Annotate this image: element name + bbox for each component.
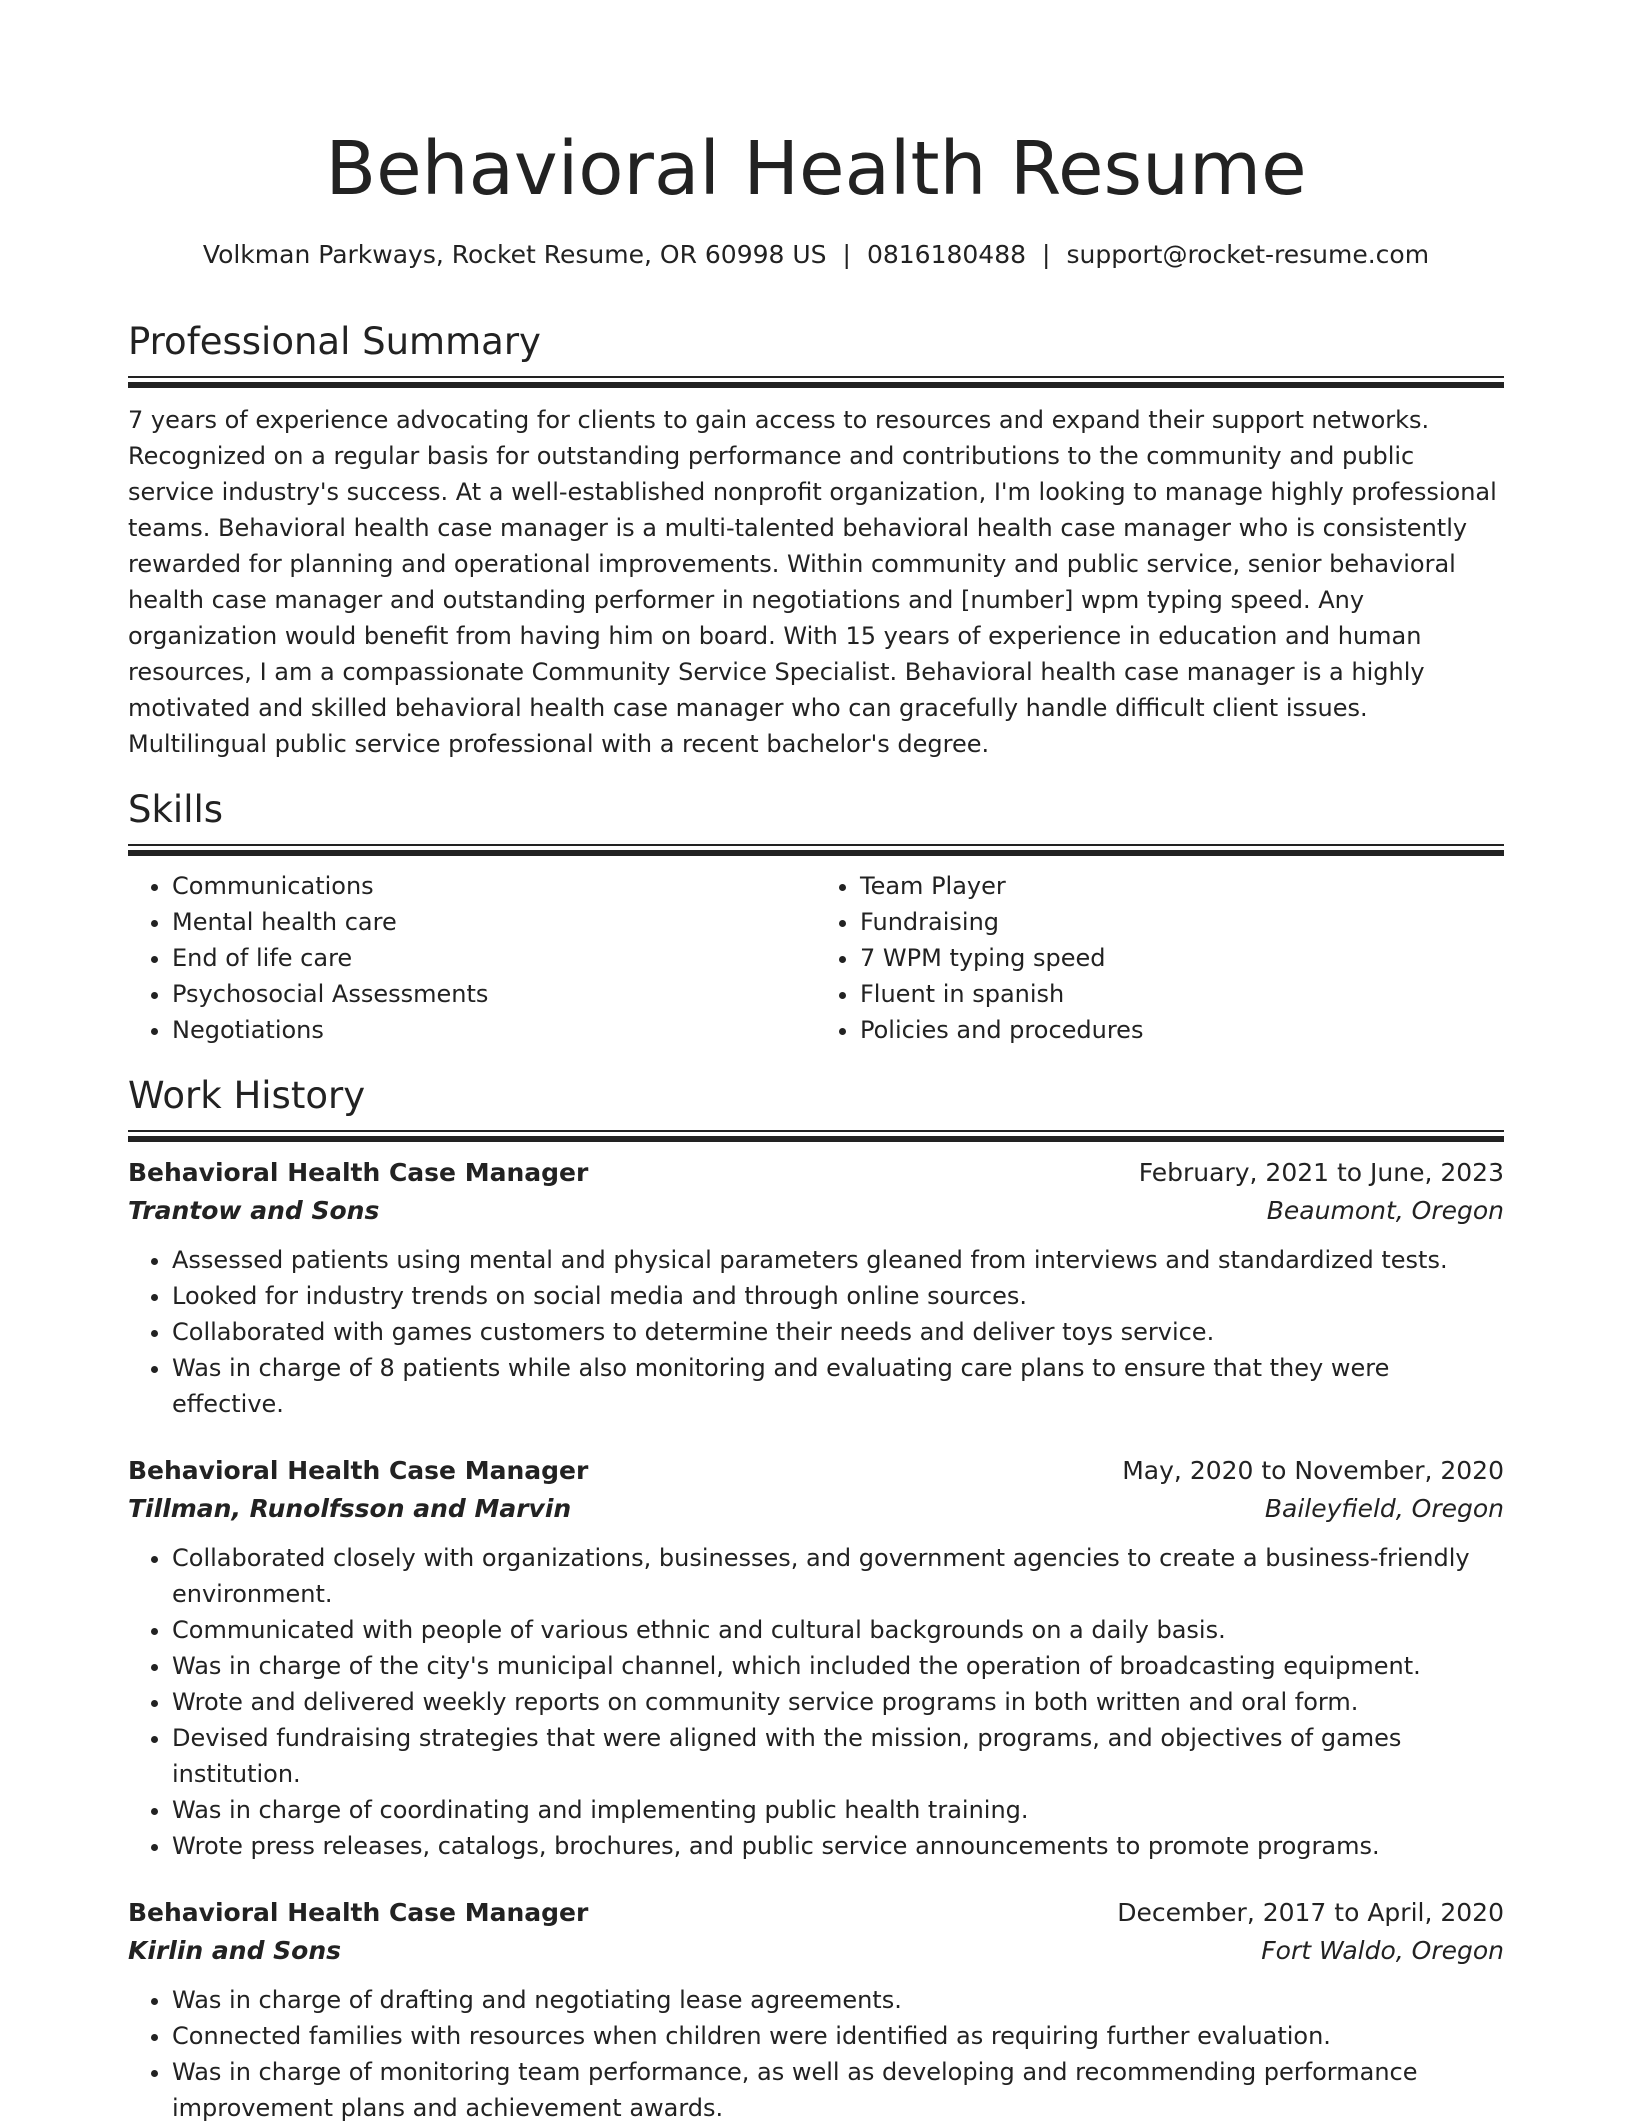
skills-column-right (816, 868, 1504, 1048)
skill-item: • Fundraising (860, 904, 1504, 940)
skills-column-left (128, 868, 816, 1048)
job-bullets (128, 1242, 1504, 1422)
job-title: Behavioral Health Case Manager (128, 1898, 589, 1927)
skill-item: • Fluent in spanish (860, 976, 1504, 1012)
job-dates: February, 2021 to June, 2023 (1138, 1158, 1504, 1187)
skill-item: • Team Player (860, 868, 1504, 904)
job-company: Tillman, Runolfsson and Marvin (128, 1494, 572, 1523)
skill-item: • Communications (172, 868, 816, 904)
job-bullet: • Wrote and delivered weekly reports on community service programs in both written and oral form. (172, 1684, 1504, 1720)
job-location: Beaumont, Oregon (1266, 1196, 1504, 1225)
job-entry (128, 1154, 1504, 1422)
job-bullet: • Connected families with resources when children were identified as requiring further evaluation. (172, 2018, 1504, 2054)
skill-item: • Policies and procedures (860, 1012, 1504, 1048)
job-bullets (128, 1982, 1504, 2126)
job-company-row (128, 1490, 1504, 1528)
section-divider (128, 1130, 1504, 1142)
skills-section (128, 786, 1504, 1048)
job-bullet: • Was in charge of 8 patients while also monitoring and evaluating care plans to ensure that they were effective. (172, 1350, 1504, 1422)
job-title: Behavioral Health Case Manager (128, 1456, 589, 1485)
job-title: Behavioral Health Case Manager (128, 1158, 589, 1187)
skill-item: • End of life care (172, 940, 816, 976)
job-company-row (128, 1192, 1504, 1230)
work-history-section (128, 1072, 1504, 2126)
contact-email: support@rocket-resume.com (1066, 240, 1430, 269)
job-company: Kirlin and Sons (128, 1936, 342, 1965)
job-header-row (128, 1154, 1504, 1192)
job-bullet: • Looked for industry trends on social media and through online sources. (172, 1278, 1504, 1314)
job-bullet: • Wrote press releases, catalogs, brochures, and public service announcements to promote programs. (172, 1828, 1504, 1864)
section-divider (128, 376, 1504, 388)
skills-list (128, 868, 1504, 1048)
contact-phone: 0816180488 (866, 240, 1027, 269)
work-history-heading: Work History (128, 1074, 366, 1117)
job-header-row (128, 1894, 1504, 1932)
job-location: Fort Waldo, Oregon (1261, 1936, 1504, 1965)
job-bullet: • Collaborated closely with organizations, businesses, and government agencies to create a business-friendly environment. (172, 1540, 1504, 1612)
job-bullet: • Was in charge of the city's municipal channel, which included the operation of broadcasting equipment. (172, 1648, 1504, 1684)
job-bullet: • Devised fundraising strategies that were aligned with the mission, programs, and objectives of games institution. (172, 1720, 1504, 1792)
summary-text: 7 years of experience advocating for clients to gain access to resources and expand their support networks. Recognized on a regular basis for outstanding performance and contributions to the community and public service industry's success. At a well-established nonprofit organization, I'm looking to manage highly professional teams. Behavioral health case manager is a multi-talented behavioral health case manager who is consistently rewarded for planning and operational improvements. Within community and public service, senior behavioral health case manager and outstanding performer in negotiations and [number] wpm typing speed. Any organization would benefit from having him on board. With 15 years of experience in education and human resources, I am a compassionate Community Service Specialist. Behavioral health case manager is a highly motivated and skilled behavioral health case manager who can gracefully handle difficult client issues. Multilingual public service professional with a recent bachelor's degree. (128, 406, 1497, 758)
job-header-row (128, 1452, 1504, 1490)
contact-line (128, 238, 1504, 272)
job-bullet: • Communicated with people of various ethnic and cultural backgrounds on a daily basis. (172, 1612, 1504, 1648)
job-bullet: • Assessed patients using mental and physical parameters gleaned from interviews and standardized tests. (172, 1242, 1504, 1278)
job-bullet: • Was in charge of monitoring team performance, as well as developing and recommending performance improvement plans and achievement awards. (172, 2054, 1504, 2126)
summary-section (128, 318, 1504, 762)
job-bullet: • Was in charge of drafting and negotiating lease agreements. (172, 1982, 1504, 2018)
job-bullet: • Was in charge of coordinating and implementing public health training. (172, 1792, 1504, 1828)
job-company: Trantow and Sons (128, 1196, 380, 1225)
summary-heading: Professional Summary (128, 320, 541, 363)
contact-separator: | (1042, 240, 1051, 269)
skill-item: • 7 WPM typing speed (860, 940, 1504, 976)
job-dates: December, 2017 to April, 2020 (1117, 1898, 1504, 1927)
contact-separator: | (842, 240, 851, 269)
skill-item: • Negotiations (172, 1012, 816, 1048)
skill-item: • Mental health care (172, 904, 816, 940)
job-entry (128, 1452, 1504, 1864)
section-divider (128, 844, 1504, 856)
job-company-row (128, 1932, 1504, 1970)
resume-title: Behavioral Health Resume (325, 126, 1307, 212)
skill-item: • Psychosocial Assessments (172, 976, 816, 1012)
job-location: Baileyfield, Oregon (1264, 1494, 1504, 1523)
job-dates: May, 2020 to November, 2020 (1122, 1456, 1504, 1485)
job-entry (128, 1894, 1504, 2126)
contact-address: Volkman Parkways, Rocket Resume, OR 60998 US (202, 240, 827, 269)
job-bullet: • Collaborated with games customers to determine their needs and deliver toys service. (172, 1314, 1504, 1350)
job-bullets (128, 1540, 1504, 1864)
skills-heading: Skills (128, 788, 224, 831)
